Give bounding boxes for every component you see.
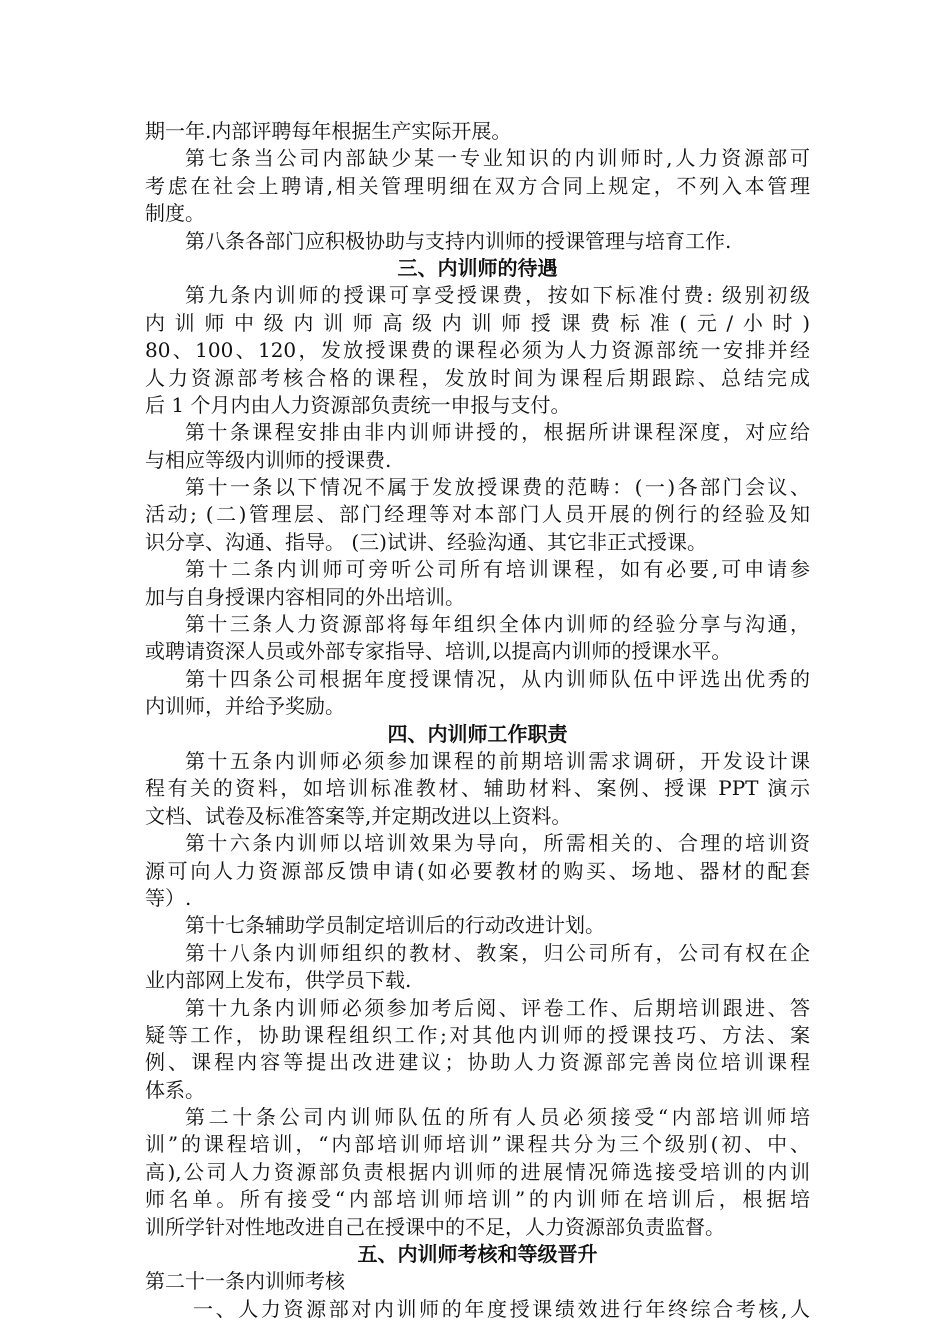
text-line: 第十二条内训师可旁听公司所有培训课程，如有必要,可申请参 bbox=[185, 557, 810, 582]
text-line: 一、人力资源部对内训师的年度授课绩效进行年终综合考核,人 bbox=[193, 1296, 810, 1321]
text-line: 识分享、沟通、指导。 (三)试讲、经验沟通、其它非正式授课。 bbox=[145, 529, 707, 554]
text-line: 第十九条内训师必须参加考后阅、评卷工作、后期培训跟进、答 bbox=[185, 995, 810, 1020]
text-line: 第十六条内训师以培训效果为导向，所需相关的、合理的培训资 bbox=[185, 831, 810, 856]
text-line: 第十八条内训师组织的教材、教案，归公司所有，公司有权在企 bbox=[185, 940, 810, 965]
text-line: 期一年.内部评聘每年根据生产实际开展。 bbox=[145, 119, 512, 143]
section-heading: 三、内训师的待遇 bbox=[397, 255, 558, 280]
text-line: 例、课程内容等提出改进建议；协助人力资源部完善岗位培训课程 bbox=[145, 1050, 810, 1075]
text-line: 体系。 bbox=[145, 1077, 205, 1102]
text-line: 内训师中级内训师高级内训师授课费标准(元/小时) bbox=[145, 310, 810, 335]
text-line: 第七条当公司内部缺少某一专业知识的内训师时,人力资源部可 bbox=[185, 146, 810, 171]
text-line: 训所学针对性地改进自己在授课中的不足，人力资源部负责监督。 bbox=[145, 1214, 725, 1239]
text-line: 第十一条以下情况不属于发放授课费的范畴：(一)各部门会议、 bbox=[185, 475, 810, 500]
text-line: 与相应等级内训师的授课费. bbox=[145, 447, 392, 472]
text-line: 源可向人力资源部反馈申请(如必要教材的购买、场地、器材的配套 bbox=[145, 858, 810, 883]
text-line: 疑等工作，协助课程组织工作;对其他内训师的授课技巧、方法、案 bbox=[145, 1022, 810, 1047]
text-line: 第二十条公司内训师队伍的所有人员必须接受“内部培训师培 bbox=[185, 1105, 810, 1130]
text-line: 训”的课程培训，“内部培训师培训”课程共分为三个级别(初、中、 bbox=[145, 1132, 810, 1157]
text-line: 第九条内训师的授课可享受授课费，按如下标准付费: 级别初级 bbox=[185, 283, 810, 308]
text-line: 第十七条辅助学员制定培训后的行动改进计划。 bbox=[185, 913, 605, 938]
text-line: 考虑在社会上聘请,相关管理明细在双方合同上规定，不列入本管理 bbox=[145, 173, 810, 198]
text-line: 内训师，并给予奖励。 bbox=[145, 694, 345, 719]
text-line: 第十条课程安排由非内训师讲授的，根据所讲课程深度，对应给 bbox=[185, 420, 810, 445]
text-line: 第八条各部门应积极协助与支持内训师的授课管理与培育工作. bbox=[185, 228, 732, 253]
text-line: 加与自身授课内容相同的外出培训。 bbox=[145, 584, 465, 609]
text-line: 后 1 个月内由人力资源部负责统一申报与支付。 bbox=[145, 392, 571, 417]
text-line: 第十四条公司根据年度授课情况，从内训师队伍中评选出优秀的 bbox=[185, 666, 810, 691]
section-heading: 五、内训师考核和等级晋升 bbox=[357, 1242, 598, 1267]
text-line: 等）. bbox=[145, 885, 192, 910]
text-line: 制度。 bbox=[145, 201, 205, 226]
text-line: 80、100、120，发放授课费的课程必须为人力资源部统一安排并经 bbox=[145, 338, 810, 363]
text-line: 程有关的资料，如培训标准教材、辅助材料、案例、授课 PPT 演示 bbox=[145, 776, 810, 801]
section-heading: 四、内训师工作职责 bbox=[387, 721, 568, 746]
text-line: 第二十一条内训师考核 bbox=[145, 1269, 345, 1294]
text-line: 或聘请资深人员或外部专家指导、培训,以提高内训师的授课水平。 bbox=[145, 639, 732, 664]
text-line: 业内部网上发布，供学员下载. bbox=[145, 968, 412, 993]
text-line: 活动; (二)管理层、部门经理等对本部门人员开展的例行的经验及知 bbox=[145, 502, 810, 527]
text-line: 第十三条人力资源部将每年组织全体内训师的经验分享与沟通， bbox=[185, 612, 810, 637]
text-line: 高),公司人力资源部负责根据内训师的进展情况筛选接受培训的内训 bbox=[145, 1159, 810, 1184]
text-line: 文档、试卷及标准答案等,并定期改进以上资料。 bbox=[145, 803, 572, 828]
document-page bbox=[145, 118, 810, 1323]
text-line: 第十五条内训师必须参加课程的前期培训需求调研，开发设计课 bbox=[185, 748, 810, 773]
text-line: 人力资源部考核合格的课程，发放时间为课程后期跟踪、总结完成 bbox=[145, 365, 810, 390]
text-line: 师名单。所有接受“内部培训师培训”的内训师在培训后，根据培 bbox=[145, 1187, 810, 1212]
